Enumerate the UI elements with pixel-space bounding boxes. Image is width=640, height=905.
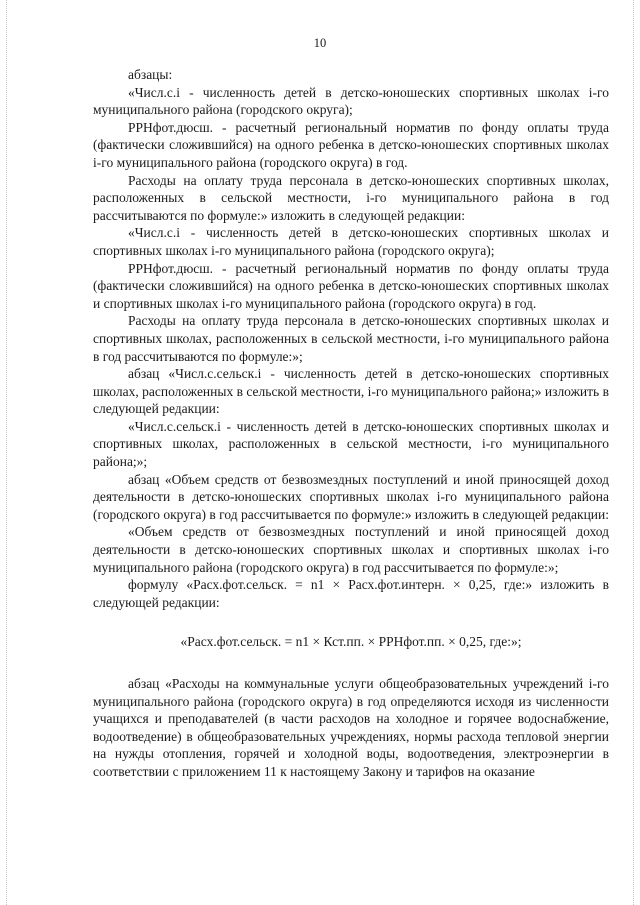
paragraph: абзац «Расходы на коммунальные услуги общеобразовательных учреждений i-го муниципального района (городского округа) в год определяются исходя из численности учащихся и преподавателей (в части расходов на холодное и горячее водоснабжение, водоотведение) в общеобразовательных учреждениях, нормы расхода тепловой энергии на нужды отопления, горячей и холодной воды, водоотведения, электроэнергии в соответствии с приложением 11 к настоящему Закону и тарифов на оказание [93, 676, 609, 779]
scan-edge-left [6, 0, 7, 905]
paragraph: РРНфот.дюсш. - расчетный региональный норматив по фонду оплаты труда (фактически сложившийся) на одного ребенка в детско-юношеских спортивных школах i-го муниципального района (городского округа) в год. [93, 119, 609, 170]
document-body [93, 66, 609, 781]
paragraph: «Числ.с.i - численность детей в детско-юношеских спортивных школах i-го муниципального района (городского округа); [93, 84, 609, 118]
paragraph: Расходы на оплату труда персонала в детско-юношеских спортивных школах, расположенных в сельской местности, i-го муниципального района в год рассчитываются по формуле:» изложить в следующей редакции: [93, 172, 609, 223]
formula: «Расх.фот.сельск. = n1 × Кст.пп. × РРНфот.пп. × 0,25, где:»; [180, 634, 522, 650]
paragraph: абзац «Объем средств от безвозмездных поступлений и иной приносящей доход деятельности в детско-юношеских спортивных школах i-го муниципального района (городского округа) в год рассчитывается по формуле:» изложить в следующей редакции: [93, 471, 609, 522]
page-number: 10 [313, 36, 327, 50]
paragraph: «Числ.с.сельск.i - численность детей в детско-юношеских спортивных школах и спортивных школах, расположенных в сельской местности, i-го муниципального района;»; [93, 418, 609, 470]
paragraph: Расходы на оплату труда персонала в детско-юношеских спортивных школах и спортивных школах, расположенных в сельской местности, i-го муниципального района в год рассчитываются по формуле:»; [93, 313, 609, 364]
paragraph: «Числ.с.i - численность детей в детско-юношеских спортивных школах и спортивных школах i-го муниципального района (городского округа); [93, 225, 609, 258]
paragraph: формулу «Расх.фот.сельск. = n1 × Расх.фот.интерн. × 0,25, где:» изложить в следующей редакции: [93, 577, 609, 610]
paragraph: РРНфот.дюсш. - расчетный региональный норматив по фонду оплаты труда (фактически сложившийся) на одного ребенка в детско-юношеских спортивных школах и спортивных школах i-го муниципального района (городского округа) в год. [93, 260, 609, 311]
paragraph: абзацы: [128, 67, 173, 82]
paragraph: абзац «Числ.с.сельск.i - численность детей в детско-юношеских спортивных школах, расположенных в сельской местности, i-го муниципального района;» изложить в следующей редакции: [93, 366, 609, 417]
scan-edge-right [633, 0, 634, 905]
paragraph: «Объем средств от безвозмездных поступлений и иной приносящей доход деятельности в детско-юношеских спортивных школах и спортивных школах i-го муниципального района (городского округа) в год рассчитывается по формуле:»; [93, 524, 609, 575]
